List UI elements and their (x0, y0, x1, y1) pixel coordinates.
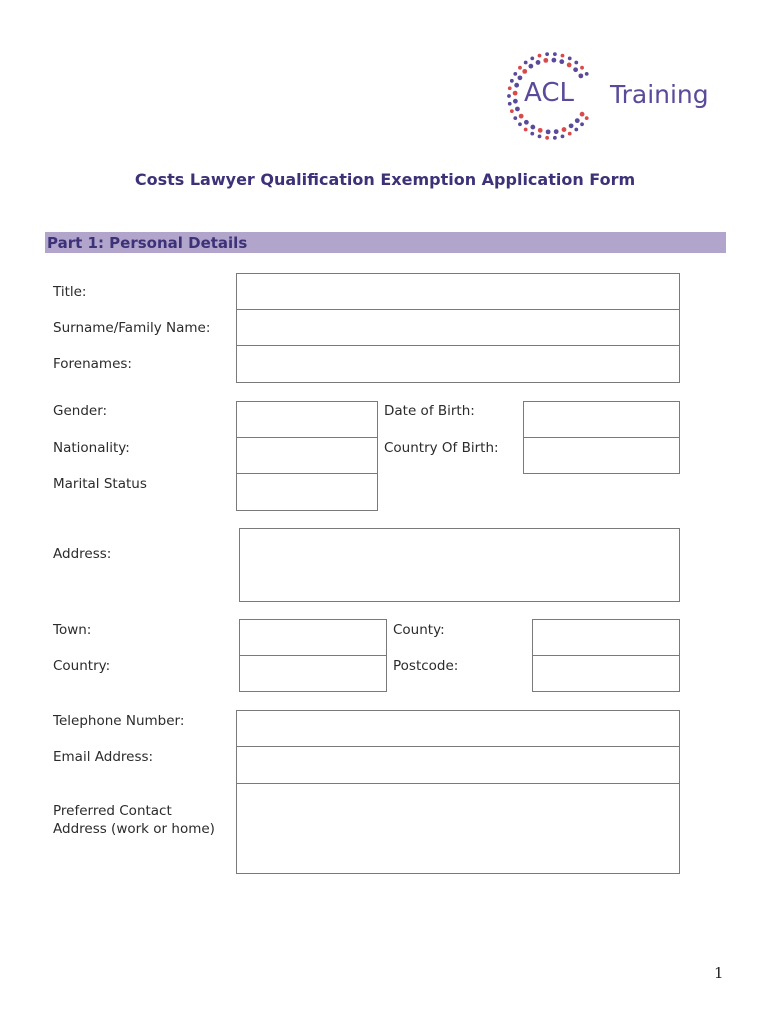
county-label: County: (393, 622, 445, 638)
surname-field[interactable] (236, 309, 680, 346)
logo-training: Training (610, 80, 709, 109)
gender-label: Gender: (53, 403, 108, 419)
logo-dot (538, 135, 542, 139)
date-of-birth-label: Date of Birth: (384, 403, 475, 419)
logo-dot (580, 122, 584, 126)
form-title: Costs Lawyer Qualification Exemption Application Form (134, 170, 636, 189)
logo-dot (580, 112, 585, 117)
logo-dot (575, 118, 580, 123)
logo-dot (585, 116, 589, 120)
logo-dot (513, 99, 518, 104)
date-of-birth-field[interactable] (523, 401, 680, 438)
logo-dot (567, 63, 572, 68)
logo-dot (510, 109, 514, 113)
postcode-field[interactable] (532, 655, 680, 692)
logo-dot (551, 58, 556, 63)
logo-dot (538, 128, 543, 133)
logo-dot (513, 91, 518, 96)
forenames-label: Forenames: (53, 356, 132, 372)
nationality-field[interactable] (236, 437, 378, 474)
logo-dot (513, 72, 517, 76)
country-field[interactable] (239, 655, 387, 692)
logo-dot (538, 54, 542, 58)
logo-dot (546, 129, 551, 134)
surname-label: Surname/Family Name: (53, 320, 211, 336)
logo-dot (514, 83, 519, 88)
county-field[interactable] (532, 619, 680, 656)
logo-dot (545, 136, 549, 140)
marital-status-field[interactable] (236, 473, 378, 511)
logo-dot (528, 64, 533, 69)
gender-field[interactable] (236, 401, 378, 438)
address-field[interactable] (239, 528, 680, 602)
logo-dot (568, 132, 572, 136)
logo-dot (574, 61, 578, 65)
town-label: Town: (53, 622, 92, 638)
logo-dot (578, 73, 583, 78)
marital-status-label: Marital Status (53, 476, 147, 492)
logo-dot (536, 60, 541, 65)
telephone-field[interactable] (236, 710, 680, 747)
preferred-contact-label: Preferred Contact Address (work or home) (53, 803, 215, 837)
logo-dot (508, 86, 512, 90)
logo-dot (530, 57, 534, 61)
logo-dot (553, 136, 557, 140)
section-title: Part 1: Personal Details (47, 234, 248, 252)
telephone-label: Telephone Number: (53, 713, 185, 729)
logo-dot (554, 129, 559, 134)
logo-dot (507, 94, 511, 98)
logo-dot (518, 122, 522, 126)
logo-dot (561, 135, 565, 139)
logo-dot (573, 67, 578, 72)
logo-dot (559, 59, 564, 64)
nationality-label: Nationality: (53, 440, 130, 456)
logo-dot (518, 66, 522, 70)
email-field[interactable] (236, 746, 680, 784)
logo-dot (569, 123, 574, 128)
logo-dot (522, 69, 527, 74)
logo-dot (545, 52, 549, 56)
logo-dot (524, 120, 529, 125)
logo-dot (510, 79, 514, 83)
logo-dot (519, 114, 524, 119)
preferred-contact-field[interactable] (236, 783, 680, 874)
logo-dot (568, 57, 572, 61)
title-label: Title: (53, 284, 87, 300)
logo-dot (530, 125, 535, 130)
logo-dot (553, 52, 557, 56)
logo-dot (508, 102, 512, 106)
logo-dot (518, 75, 523, 80)
logo-dot (513, 116, 517, 120)
title-field[interactable] (236, 273, 680, 310)
logo-dot (562, 127, 567, 132)
logo-dot (524, 61, 528, 65)
country-of-birth-label: Country Of Birth: (384, 440, 499, 456)
email-label: Email Address: (53, 749, 154, 765)
logo-dot (580, 66, 584, 70)
logo-dot (530, 132, 534, 136)
logo-dot (574, 128, 578, 132)
logo-dot (524, 128, 528, 132)
page-number: 1 (714, 964, 724, 982)
address-label: Address: (53, 546, 112, 562)
logo-dot (561, 54, 565, 58)
country-of-birth-field[interactable] (523, 437, 680, 474)
forenames-field[interactable] (236, 345, 680, 383)
logo-dot (515, 107, 520, 112)
postcode-label: Postcode: (393, 658, 459, 674)
logo-dot (543, 58, 548, 63)
logo-acl: ACL (524, 78, 574, 108)
town-field[interactable] (239, 619, 387, 656)
logo-dot (585, 72, 589, 76)
country-label: Country: (53, 658, 111, 674)
